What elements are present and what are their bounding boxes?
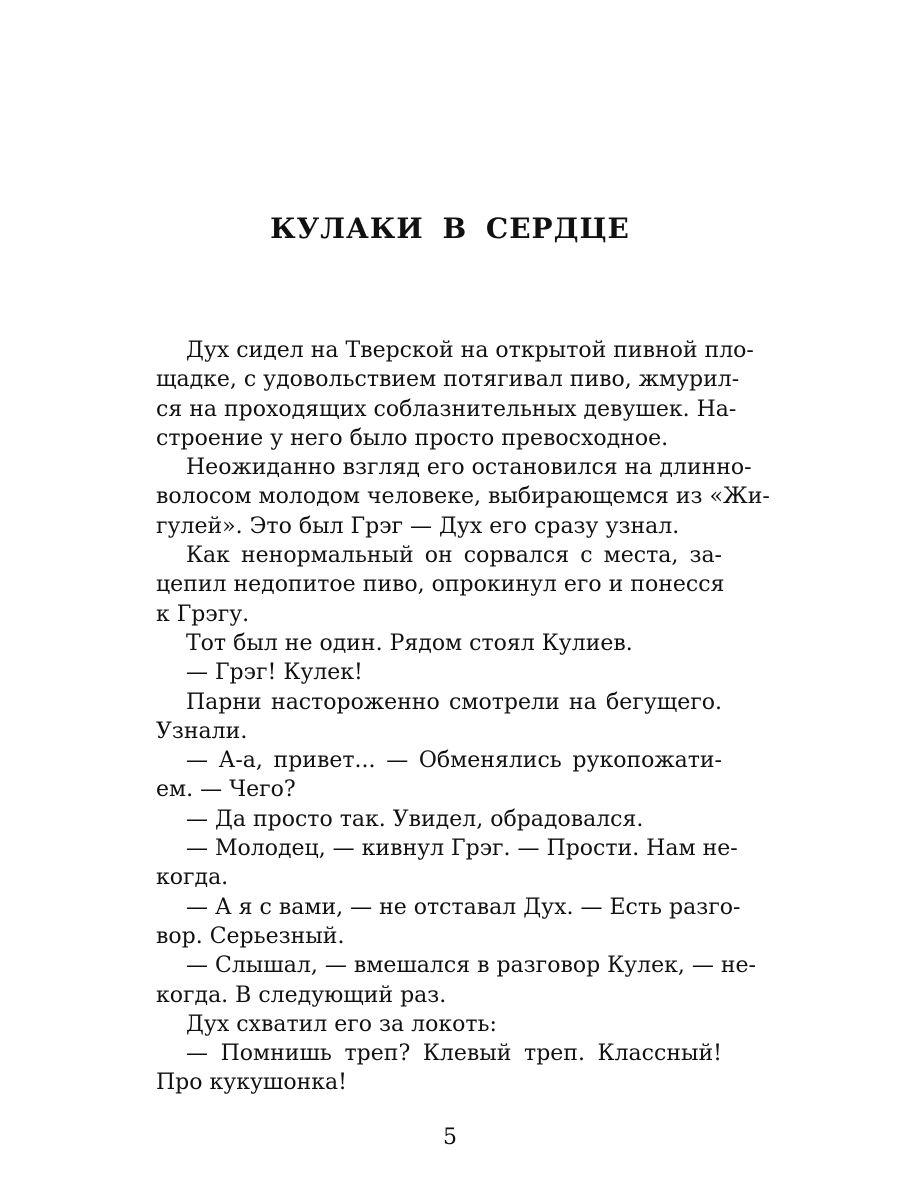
text-line: — Грэг! Кулек! [186, 660, 363, 686]
text-line: к Грэгу. [156, 601, 250, 627]
text-line: цепил недопитое пиво, опрокинул его и понесся [156, 572, 725, 598]
text-line: Парни настороженно смотрели на бегущего. [186, 689, 722, 715]
text-line: когда. В следующий раз. [156, 982, 447, 1008]
text-line: — Помнишь треп? Клевый треп. Классный! [186, 1041, 722, 1067]
text-line: волосом молодом человеке, выбирающемся из «Жи- [156, 484, 770, 510]
text-line: гулей». Это был Грэг — Дух его сразу узнал. [156, 513, 680, 539]
text-line: Тот был не один. Рядом стоял Кулиев. [186, 630, 633, 656]
chapter-title: КУЛАКИ В СЕРДЦЕ [270, 212, 630, 245]
text-line: Дух сидел на Тверской на открытой пивной пло- [186, 338, 754, 363]
text-line: вор. Серьезный. [156, 923, 345, 949]
text-line: — Молодец, — кивнул Грэг. — Прости. Нам не- [186, 836, 738, 862]
text-line: — А я с вами, — не отставал Дух. — Есть разго- [186, 894, 741, 920]
text-line: строение у него было просто превосходное. [156, 425, 669, 451]
page-number: 5 [443, 1125, 457, 1150]
text-line: Узнали. [156, 718, 248, 744]
text-line: ся на проходящих соблазнительных девушек. На- [156, 396, 737, 422]
text-line: — Да просто так. Увидел, обрадовался. [186, 806, 644, 832]
text-line: Как ненормальный он сорвался с места, за- [186, 543, 722, 569]
body-text [156, 336, 770, 1098]
text-line: Про кукушонка! [156, 1070, 347, 1096]
text-line: Неожиданно взгляд его остановился на длинно- [186, 455, 752, 481]
text-line: Дух схватил его за локоть: [186, 1011, 497, 1037]
text-line: — А-а, привет... — Обменялись рукопожати- [186, 748, 722, 774]
text-line: когда. [156, 865, 229, 891]
text-line: ем. — Чего? [156, 777, 296, 803]
text-line: щадке, с удовольствием потягивал пиво, жмурил- [156, 367, 740, 393]
text-line: — Слышал, — вмешался в разговор Кулек, — не- [186, 953, 756, 979]
